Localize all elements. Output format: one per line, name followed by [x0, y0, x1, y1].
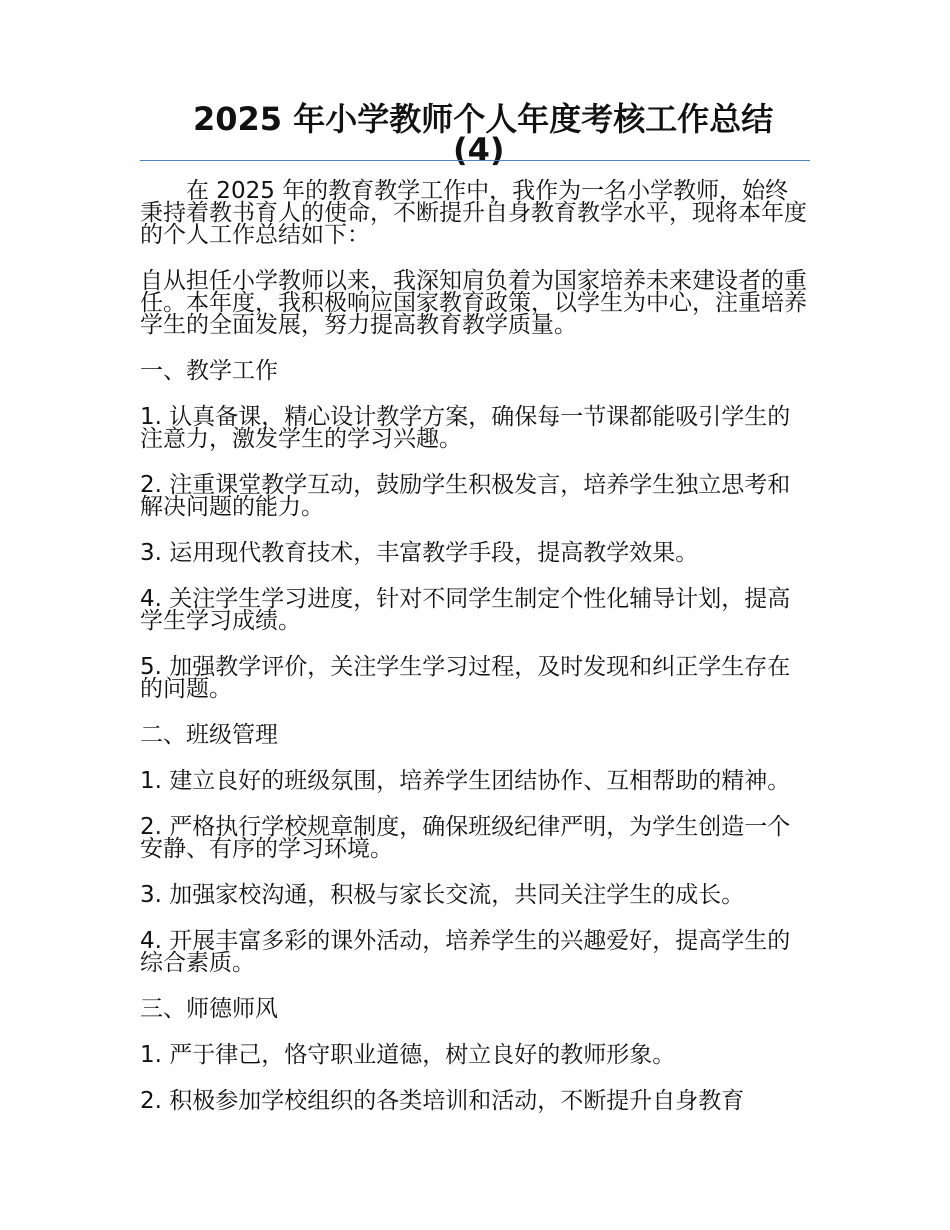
summary-paragraph: 自从担任小学教师以来，我深知肩负着为国家培养未来建设者的重任。本年度，我积极响应国家教育政策，以学生为中心，注重培养学生的全面发展，努力提高教育教学质量。: [140, 268, 807, 338]
document-title: [140, 100, 810, 169]
intro-paragraph: 在 2025 年的教育教学工作中，我作为一名小学教师，始终秉持着教书育人的使命，不断提升自身教育教学水平，现将本年度的个人工作总结如下：: [140, 178, 807, 248]
section-heading-class-management: 二、班级管理: [140, 722, 278, 748]
list-item: 5. 加强教学评价，关注学生学习过程，及时发现和纠正学生存在的问题。: [140, 654, 791, 702]
list-item: 1. 建立良好的班级氛围，培养学生团结协作、互相帮助的精神。: [140, 768, 791, 794]
title-line-1: 2025 年小学教师个人年度考核工作总结: [193, 100, 774, 138]
list-item: 3. 运用现代教育技术，丰富教学手段，提高教学效果。: [140, 540, 699, 566]
list-item: 4. 开展丰富多彩的课外活动，培养学生的兴趣爱好，提高学生的综合素质。: [140, 928, 791, 976]
list-item: 3. 加强家校沟通，积极与家长交流，共同关注学生的成长。: [140, 882, 745, 908]
list-item: 1. 认真备课，精心设计教学方案，确保每一节课都能吸引学生的注意力，激发学生的学习兴趣。: [140, 404, 791, 452]
list-item: 2. 积极参加学校组织的各类培训和活动，不断提升自身教育: [140, 1088, 745, 1114]
list-item: 2. 注重课堂教学互动，鼓励学生积极发言，培养学生独立思考和解决问题的能力。: [140, 472, 791, 520]
list-item: 2. 严格执行学校规章制度，确保班级纪律严明，为学生创造一个安静、有序的学习环境。: [140, 814, 791, 862]
document-body: [140, 180, 810, 1136]
section-heading-teaching: 一、教学工作: [140, 358, 278, 384]
title-line-2: (4): [453, 131, 505, 169]
list-item: 1. 严于律己，恪守职业道德，树立良好的教师形象。: [140, 1042, 676, 1068]
section-heading-ethics: 三、师德师风: [140, 996, 278, 1022]
list-item: 4. 关注学生学习进度，针对不同学生制定个性化辅导计划，提高学生学习成绩。: [140, 586, 791, 634]
title-underline: [140, 160, 810, 161]
